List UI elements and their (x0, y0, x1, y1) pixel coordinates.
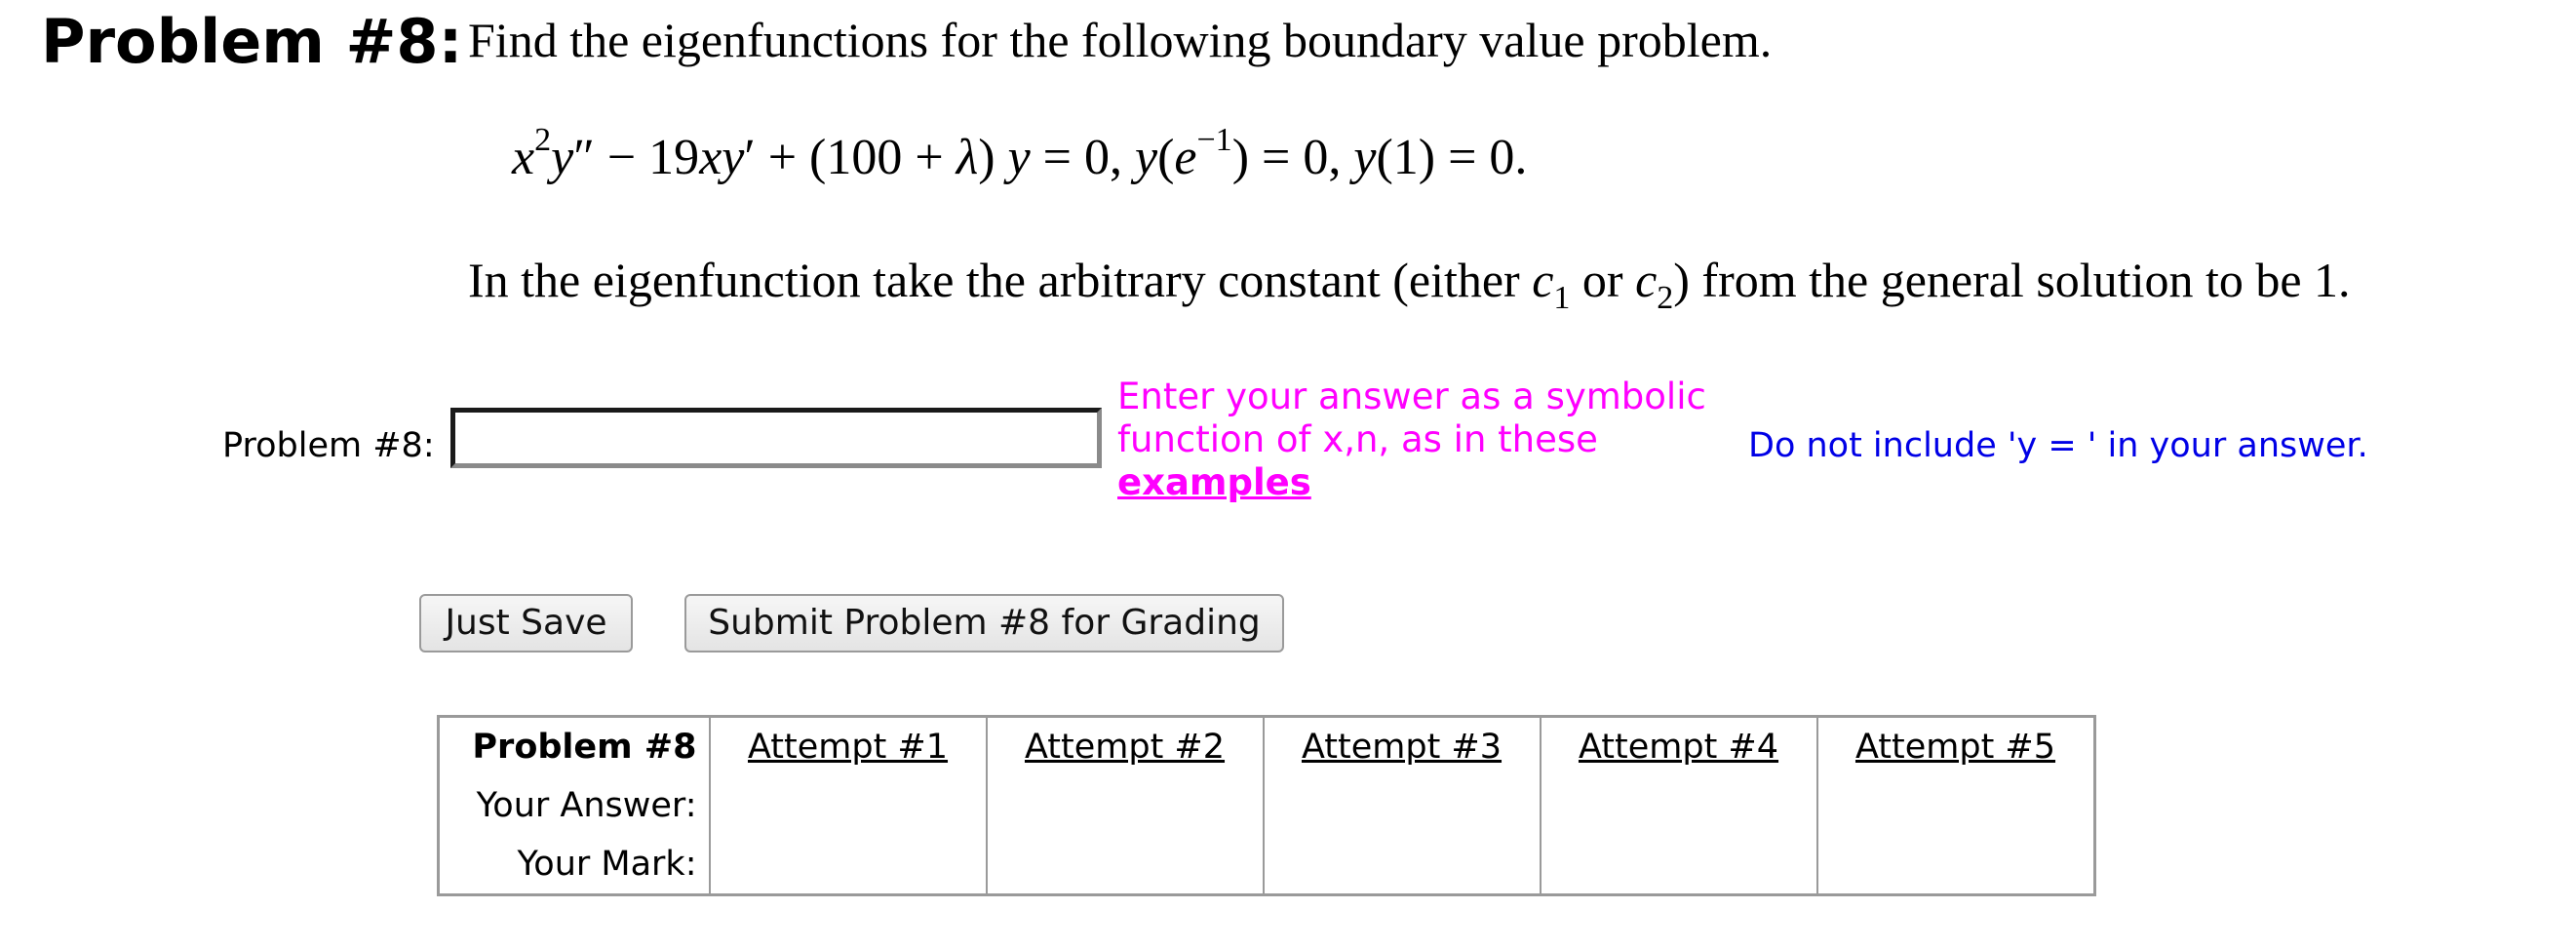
your-answer-label: Your Answer: (439, 776, 710, 835)
table-header-row (439, 717, 2095, 777)
attempt-5-link[interactable]: Attempt #5 (1854, 728, 2056, 767)
eq-x: x (512, 130, 535, 185)
eq-e: e (1174, 130, 1197, 185)
your-mark-label: Your Mark: (439, 835, 710, 895)
instr-sub2: 2 (1657, 280, 1674, 316)
attempt-2-link[interactable]: Attempt #2 (1024, 728, 1226, 767)
mark-cell (987, 835, 1264, 895)
attempt-3-cell (1264, 717, 1541, 777)
mark-cell (1817, 835, 2095, 895)
instr-c1: c (1532, 253, 1554, 307)
eq-equals-zero-2: = 0, (1249, 130, 1354, 185)
attempt-3-link[interactable]: Attempt #3 (1301, 728, 1503, 767)
instr-c2: c (1635, 253, 1658, 307)
eq-prime: ′ (744, 130, 756, 185)
eq-y2: y (1007, 130, 1031, 185)
eq-close-paren-2: ) (1231, 130, 1250, 185)
eq-plus-100: + (100 + (755, 130, 956, 185)
attempt-4-link[interactable]: Attempt #4 (1578, 728, 1779, 767)
eq-double-prime: ″ (573, 130, 595, 185)
instruction-text (468, 252, 2351, 316)
answer-cell (710, 776, 987, 835)
attempt-1-link[interactable]: Attempt #1 (747, 728, 949, 767)
boundary-value-equation (512, 122, 1528, 186)
mark-cell (710, 835, 987, 895)
eq-lambda: λ (956, 130, 979, 185)
answer-cell (1817, 776, 2095, 835)
attempt-1-cell (710, 717, 987, 777)
eq-y: y (551, 130, 574, 185)
attempt-5-cell (1817, 717, 2095, 777)
table-row (439, 835, 2095, 895)
answer-cell (1264, 776, 1541, 835)
hint-text: Enter your answer as a symbolic function of x,n, as in these (1117, 376, 1706, 460)
instr-sub1: 1 (1553, 280, 1571, 316)
answer-input[interactable] (450, 408, 1102, 468)
eq-y3: y (1134, 130, 1158, 185)
attempts-table (437, 715, 2096, 896)
eq-xy: xy (699, 130, 745, 185)
answer-cell (1541, 776, 1817, 835)
table-problem-header: Problem #8 (439, 717, 710, 777)
eq-open-paren: ( (1157, 130, 1175, 185)
problem-statement: Find the eigenfunctions for the following boundary value problem. (468, 13, 1773, 67)
instr-post: ) from the general solution to be 1. (1673, 253, 2351, 307)
eq-arg: (1) (1376, 130, 1436, 185)
instr-or: or (1570, 253, 1636, 307)
submit-for-grading-button[interactable]: Submit Problem #8 for Grading (684, 594, 1284, 652)
instr-pre: In the eigenfunction take the arbitrary constant (either (468, 253, 1533, 307)
problem-title: Problem #8: (41, 6, 463, 77)
eq-equals-zero-3: = 0. (1435, 130, 1528, 185)
just-save-button[interactable]: Just Save (419, 594, 633, 652)
eq-y4: y (1353, 130, 1377, 185)
mark-cell (1264, 835, 1541, 895)
eq-close-paren: ) (978, 130, 1008, 185)
answer-cell (987, 776, 1264, 835)
attempt-4-cell (1541, 717, 1817, 777)
table-row (439, 776, 2095, 835)
eq-exponent: −1 (1196, 122, 1232, 158)
answer-label: Problem #8: (222, 426, 435, 465)
eq-square: 2 (534, 122, 552, 158)
attempt-2-cell (987, 717, 1264, 777)
eq-equals-zero: = 0, (1030, 130, 1135, 185)
examples-link[interactable]: examples (1117, 461, 1311, 503)
mark-cell (1541, 835, 1817, 895)
eq-minus-19: − 19 (594, 130, 700, 185)
answer-hint (1117, 376, 1741, 504)
answer-note: Do not include 'y = ' in your answer. (1748, 426, 2368, 465)
